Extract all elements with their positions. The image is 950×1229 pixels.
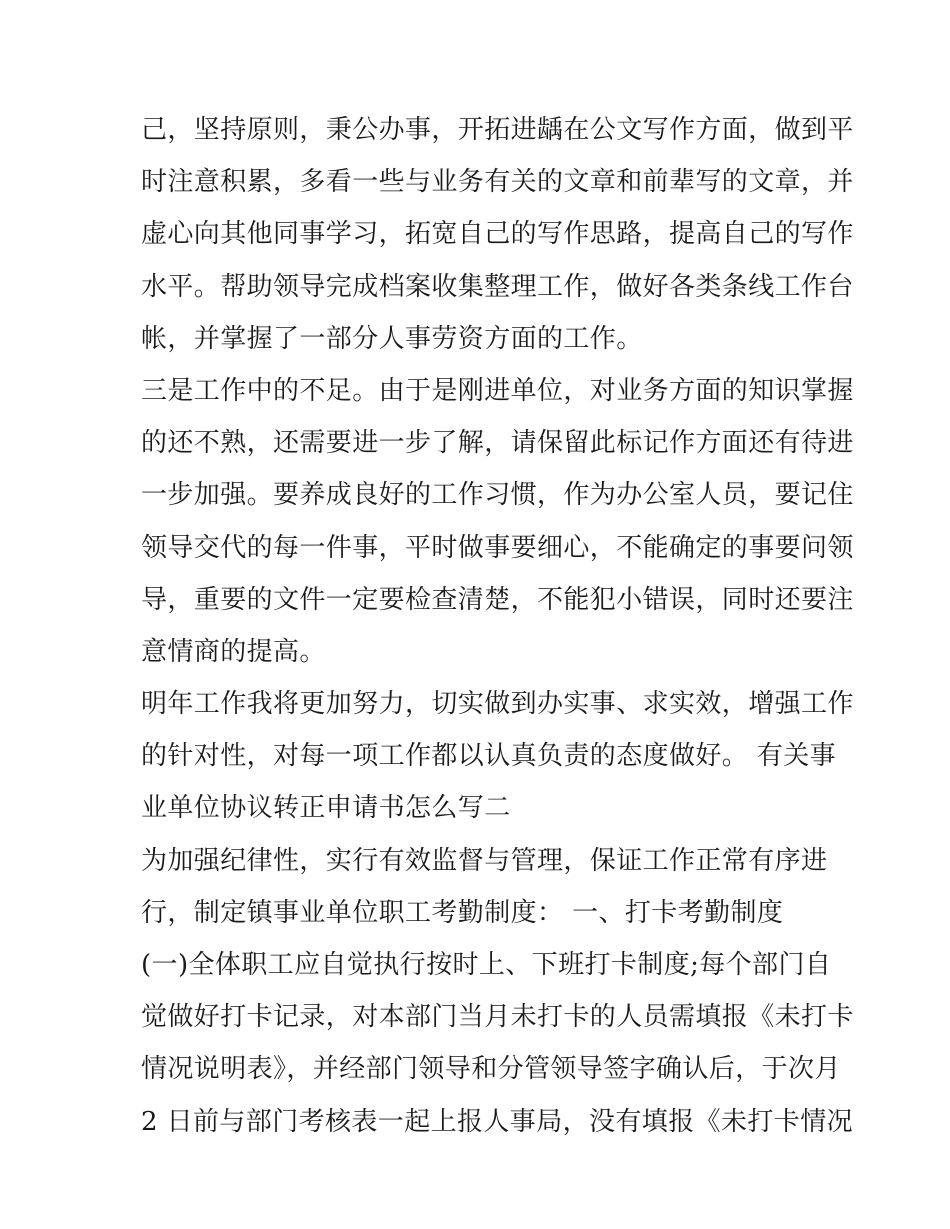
text-line: 2 日前与部门考核表一起上报人事局，没有填报《未打卡情况 (141, 1106, 854, 1137)
text-line: 的针对性，对每一项工作都以认真负责的态度做好。 有关事 (141, 741, 837, 772)
text-line: 觉做好打卡记录，对本部门当月未打卡的人员需填报《未打卡 (141, 1002, 854, 1033)
text-line: 三是工作中的不足。由于是刚进单位，对业务方面的知识掌握 (141, 375, 854, 406)
text-line: (一)全体职工应自觉执行按时上、下班打卡制度;每个部门自 (141, 950, 832, 980)
text-line: 为加强纪律性，实行有效监督与管理，保证工作正常有序进 (141, 845, 828, 876)
text-line: 导，重要的文件一定要检查清楚，不能犯小错误，同时还要注 (141, 584, 854, 615)
text-line: 行，制定镇事业单位职工考勤制度： 一、打卡考勤制度 (141, 897, 784, 928)
text-line: 一步加强。要养成良好的工作习惯，作为办公室人员，要记住 (141, 480, 854, 511)
text-line: 情况说明表》，并经部门领导和分管领导签字确认后，于次月 (141, 1054, 841, 1085)
text-line: 的还不熟，还需要进一步了解，请保留此标记作方面还有待进 (141, 428, 854, 459)
document-body (141, 104, 854, 1148)
text-line: 意情商的提高。 (141, 636, 326, 667)
text-line: 明年工作我将更加努力，切实做到办实事、求实效，增强工作 (141, 689, 854, 720)
text-line: 时注意积累，多看一些与业务有关的文章和前辈写的文章，并 (141, 167, 854, 198)
text-line: 领导交代的每一件事，平时做事要细心，不能确定的事要问领 (141, 532, 854, 563)
text-line: 水平。帮助领导完成档案收集整理工作，做好各类条线工作台 (141, 271, 854, 302)
text-line: 虚心向其他同事学习，拓宽自己的写作思路，提高自己的写作 (141, 219, 854, 250)
text-line: 业单位协议转正申请书怎么写二 (141, 793, 511, 824)
text-line: 己，坚持原则，秉公办事，开拓进龋在公文写作方面，做到平 (141, 115, 854, 145)
text-line: 帐，并掌握了一部分人事劳资方面的工作。 (141, 323, 643, 354)
